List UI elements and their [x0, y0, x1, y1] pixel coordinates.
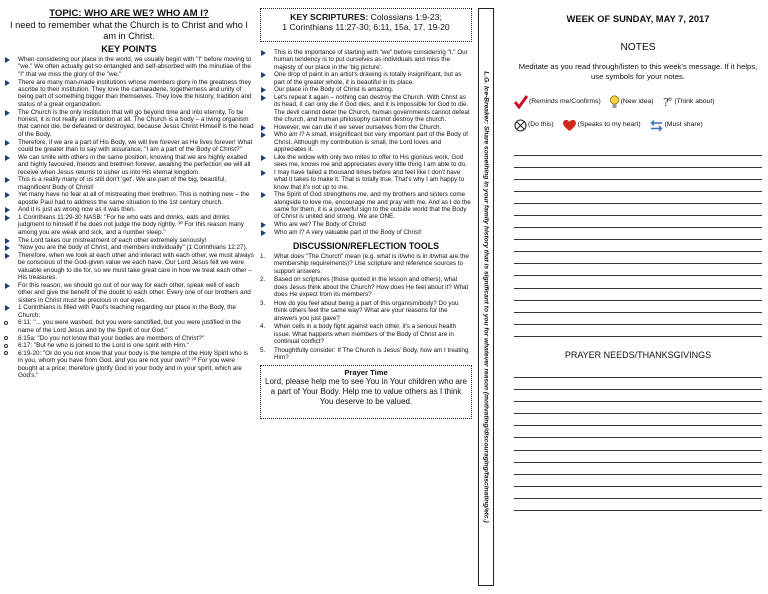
bullet-arrow-icon: [261, 132, 266, 138]
thought-bubble-icon: [661, 96, 673, 108]
note-line[interactable]: [514, 313, 762, 325]
list-item: Who are we? The Body of Christ!: [260, 221, 472, 228]
list-item: Who am I? A very valuable part of the Body of Christ!: [260, 229, 472, 236]
notes-instructions: Meditate as you read through/listen to this week's message. If it helps, use symbols for your notes.: [518, 62, 758, 81]
list-item: Like the widow with only two mites to offer to His glorious work, God sees me, knows me and appreciates every little thing I am able to do.: [260, 154, 472, 169]
heart-icon: [562, 119, 577, 132]
checkmark-icon: [514, 95, 528, 109]
list-item: 5. Thoughtfully consider: If The Church is Jesus' Body, how am I treating Him?: [260, 346, 469, 362]
bullet-arrow-icon: [5, 245, 10, 251]
bullet-arrow-icon: [5, 215, 10, 221]
bullet-arrow-icon: [261, 72, 266, 78]
svg-text:?: ?: [663, 96, 670, 108]
list-subitem: 6:11: "... you were washed, but you were sanctified, but you were justified in the name of the Lord Jesus and by the Spirit of our God.": [4, 319, 254, 334]
note-line[interactable]: [514, 276, 762, 288]
key-scriptures-refs: Colossians 1:9-23;: [370, 12, 442, 22]
bullet-arrow-icon: [5, 207, 10, 213]
list-subitem: 6:19-20: "Or do you not know that your body is the temple of the Holy Spirit who is in you, whom you have from God, and you are not your own? ²⁰ For you were bought at a price; therefore glorify God in your body and in your spirit, which are God's.": [4, 350, 254, 380]
note-line[interactable]: [514, 264, 762, 276]
bullet-circle-icon: [4, 344, 8, 348]
list-item: And it is just as wrong now as it was then.: [4, 206, 254, 213]
bullet-arrow-icon: [261, 125, 266, 131]
prayer-line[interactable]: [514, 378, 762, 390]
legend-item: (New idea): [609, 91, 654, 114]
prayer-line[interactable]: [514, 487, 762, 499]
bullet-arrow-icon: [5, 192, 10, 198]
prayer-line[interactable]: [514, 499, 762, 511]
prayer-line[interactable]: [514, 390, 762, 402]
prayer-needs-heading: PRAYER NEEDS/THANKSGIVINGS: [564, 349, 712, 360]
note-line[interactable]: [514, 204, 762, 216]
bullet-arrow-icon: [5, 155, 10, 161]
prayer-time-box: [260, 365, 472, 419]
topic-title: TOPIC: WHO ARE WE? WHO AM I?: [49, 8, 209, 19]
list-item: "Now you are the body of Christ, and members individually" (1 Corinthians 12:27).: [4, 244, 254, 251]
list-item: I may have failed a thousand times before and feel like I don't have what it takes to make it. That is totally true. That's why I am happy to know that it's not up to me.: [260, 169, 472, 191]
bullet-arrow-icon: [5, 80, 10, 86]
bullet-arrow-icon: [5, 140, 10, 146]
list-item: The Church is the only institution that will go beyond time and into eternity. To be honest, it is not really an institution at all. The Church is a body – a living organism that cannot die, be defeated or destroyed, because Jesus Christ Himself is the head of the Body.: [4, 109, 254, 139]
list-item: When considering our place in the world, we usually begin with "I" before moving to "we." We often actually get so entangled and self-absorbed with the minutiae of the "I" that we miss the glory of the "we.": [4, 56, 254, 78]
key-scriptures-refs-2: 1 Corinthians 11:27-30; 6:11, 15a, 17, 19-20: [282, 22, 450, 32]
legend-item: (Reminds me/Confirms): [514, 91, 601, 114]
lightbulb-icon: [609, 95, 620, 110]
bullet-circle-icon: [4, 321, 8, 325]
column-notes: [514, 8, 762, 511]
bullet-arrow-icon: [261, 95, 266, 101]
key-scriptures-box: [260, 8, 472, 42]
note-line[interactable]: [514, 301, 762, 313]
list-item: The Lord takes our mistreatment of each other extremely seriously!: [4, 237, 254, 244]
list-subitem: 6:15a: "Do you not know that your bodies are members of Christ?": [4, 335, 254, 342]
bullet-arrow-icon: [5, 177, 10, 183]
prayer-line[interactable]: [514, 463, 762, 475]
legend-item: (Do this): [514, 114, 554, 137]
discussion-questions-list: [260, 253, 472, 361]
note-line[interactable]: [514, 289, 762, 301]
list-item: One drop of paint in an artist's drawing is totally insignificant, but as part of the greater whole, it is beautiful in its place.: [260, 71, 472, 86]
notes-heading: NOTES: [620, 42, 656, 53]
prayer-line[interactable]: [514, 426, 762, 438]
key-scriptures-label: KEY SCRIPTURES:: [290, 12, 369, 22]
note-line[interactable]: [514, 143, 762, 155]
prayer-line[interactable]: [514, 402, 762, 414]
list-item: Therefore, when we look at each other and interact with each other, we must always be conscious of the God-given value we each have. Our Lord Jesus felt we were valuable enough to die for, so we must take great care in how we treat each other – His treasures.: [4, 252, 254, 282]
note-line[interactable]: [514, 216, 762, 228]
bullet-circle-icon: [4, 351, 8, 355]
share-arrow-icon: [649, 119, 664, 132]
ice-breaker-strip: [478, 8, 494, 586]
legend-item: ? (Think about): [663, 96, 715, 108]
note-line[interactable]: [514, 192, 762, 204]
note-line[interactable]: [514, 168, 762, 180]
prayer-line[interactable]: [514, 414, 762, 426]
list-item: Our place in the Body of Christ is amazing.: [260, 86, 472, 93]
list-item: Who am I? A small, insignificant but very important part of the Body of Christ. Although my contribution is small, the Lord loves and appreciates it.: [260, 131, 472, 153]
note-line[interactable]: [514, 180, 762, 192]
prayer-lines[interactable]: [514, 366, 762, 511]
legend-item: (Speaks to my heart): [562, 114, 641, 137]
note-line[interactable]: [514, 156, 762, 168]
prayer-line[interactable]: [514, 451, 762, 463]
bullet-arrow-icon: [5, 110, 10, 116]
list-item: We can smile with others in the same position, knowing that we are highly exalted and highly favoured, friends and brethren forever, awaiting the perfection we will all receive when Jesus returns to usher us into His eternal kingdom.: [4, 154, 254, 176]
list-subitem: 6:17: "But he who is joined to the Lord is one spirit with Him.": [4, 342, 254, 349]
do-not-icon: [514, 119, 527, 132]
list-item: 1. What does "The Church" mean (e.g. what is it/who is in it/what are the membership requirements)? Use scripture and reference sources to support answers.: [260, 253, 469, 275]
key-points-heading: KEY POINTS: [101, 44, 157, 54]
legend-item: (Must share): [649, 114, 703, 137]
list-item: However, we can die if we sever ourselves from the Church.: [260, 124, 472, 131]
list-item: There are many man-made institutions whose members glory in the greatness they ascribe to their institution. They love the camaraderie, togetherness and unity of being part of something bigger than themselves. They love the history, tradition and status of a great organization.: [4, 79, 254, 109]
prayer-line[interactable]: [514, 366, 762, 378]
prayer-line[interactable]: [514, 475, 762, 487]
reflection-points-list: [260, 49, 472, 236]
list-item: This is a reality many of us still don't 'get'. We are part of the big, beautiful, magnificent Body of Christ!: [4, 176, 254, 191]
list-item: 3. How do you feel about being a part of this organism/body? Do you think others feel the same way? What are your reasons for the answers you just gave?: [260, 299, 459, 322]
bullet-arrow-icon: [5, 305, 10, 311]
list-item: For this reason, we should go out of our way for each other, speak well of each other and give the benefit of the doubt to each other. Every one of our brothers and sisters in Christ must be precious in our eyes.: [4, 282, 254, 304]
list-item: 2. Based on scriptures (those quoted in the lesson and others), what does Jesus think about the Church? How does He feel about it? What does He expect from its members?: [260, 276, 469, 299]
week-heading: WEEK OF SUNDAY, MAY 7, 2017: [566, 13, 710, 24]
note-line[interactable]: [514, 240, 762, 252]
discussion-heading: DISCUSSION/REFLECTION TOOLS: [293, 241, 439, 252]
bullet-arrow-icon: [261, 222, 266, 228]
prayer-time-text: Lord, please help me to see You in Your children who are a part of Your Body. Help me to value others as I think You deserve to be valued.: [265, 377, 467, 406]
bullet-arrow-icon: [5, 238, 10, 244]
list-item: Yet many have no fear at all of mistreating their brethren. This is nothing new – the apostle Paul had to address the same situation to the 1st century church.: [4, 191, 254, 206]
bullet-arrow-icon: [261, 170, 266, 176]
bullet-arrow-icon: [261, 155, 266, 161]
note-line[interactable]: [514, 252, 762, 264]
bullet-arrow-icon: [5, 283, 10, 289]
note-line[interactable]: [514, 228, 762, 240]
prayer-line[interactable]: [514, 438, 762, 450]
symbol-legend: [514, 91, 762, 137]
bullet-arrow-icon: [261, 50, 266, 56]
bullet-arrow-icon: [5, 57, 10, 63]
bullet-arrow-icon: [261, 87, 266, 93]
list-item: This is the importance of starting with "we" before considering "I." Our human tendency is to put ourselves as individuals and miss the majesty of our place in the 'big picture'.: [260, 49, 472, 71]
bullet-arrow-icon: [5, 253, 10, 259]
column-scriptures: [260, 8, 472, 419]
bullet-arrow-icon: [261, 192, 266, 198]
list-item: 1 Corinthians 11:29-30 NASB: "For he who eats and drinks, eats and drinks judgment to himself if he does not judge the body rightly. ³⁰ For this reason many among you are weak and sick, and a number sleep.": [4, 214, 254, 236]
bullet-circle-icon: [4, 336, 8, 340]
topic-subtitle: I need to remember what the Church is to Christ and who I am in Christ.: [10, 20, 248, 41]
prayer-time-heading: Prayer Time: [344, 368, 388, 378]
bullet-arrow-icon: [261, 230, 266, 236]
list-item: The Spirit of God strengthens me, and my brothers and sisters come alongside to love me, encourage me and pray with me. And as I do the same for them, it is a powerful sign to the outside world that the Body of Christ is united and strong. We are ONE.: [260, 191, 472, 221]
list-item: Therefore, if we are a part of His Body, we will live forever as He lives forever! What could be greater than to say with assurance, "I am a part of the Body of Christ?": [4, 139, 254, 154]
notes-lines[interactable]: [514, 143, 762, 337]
key-points-list: [4, 56, 254, 380]
note-line[interactable]: [514, 325, 762, 337]
column-key-points: [4, 8, 254, 380]
list-item: Let's repeat it again – nothing can destroy the Church. With Christ as its head, it can only die if God dies, and it is impossible for God to die. The devil cannot deter the Church, human governments cannot defeat the church, and human philosophy cannot destroy the church.: [260, 94, 472, 124]
list-item: 1 Corinthians is filled with Paul's teaching regarding our place in the Body, the Church:: [4, 304, 254, 319]
ice-breaker-text: L.G. Ice-Breaker: Share something in your family history that is significant to you for whatever reason (motivating/discouraging/fascinating/etc.): [482, 71, 490, 523]
list-item: 4. When cells in a body fight against each other, it's a serious health issue. What happens when members of the Body of Christ are in continual conflict?: [260, 323, 457, 346]
